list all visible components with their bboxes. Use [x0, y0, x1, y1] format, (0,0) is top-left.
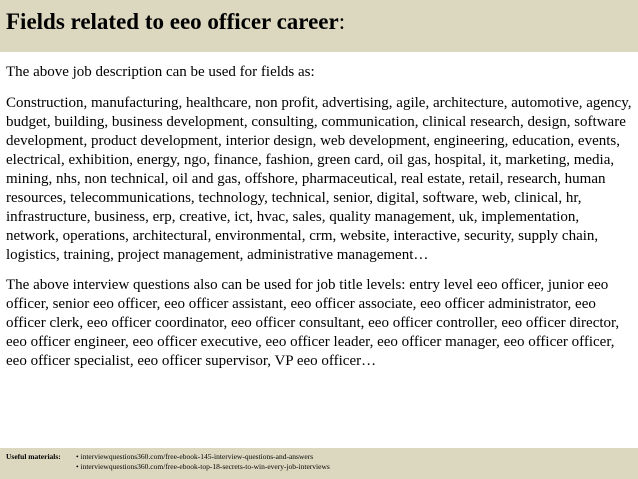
footer-link-top-18-secrets[interactable]: • interviewquestions360.com/free-ebook-top-18-secrets-to-win-every-job-interviews	[76, 462, 330, 471]
footer-link-ebook-145[interactable]: • interviewquestions360.com/free-ebook-145-interview-questions-and-answers	[76, 452, 314, 461]
title-bar	[0, 0, 638, 52]
page-title-colon: :	[338, 9, 346, 34]
main-content	[6, 63, 634, 371]
footer	[0, 448, 638, 479]
page-title	[6, 9, 638, 35]
levels-paragraph: The above interview questions also can be used for job title levels: entry level eeo officer, junior eeo officer, senior eeo officer, eeo officer assistant, eeo officer associate, eeo officer administrator, eeo officer clerk, eeo officer coordinator, eeo officer consultant, eeo officer controller, eeo officer director, eeo officer engineer, eeo officer executive, eeo officer leader, eeo officer manager, eeo officer officer, eeo officer specialist, eeo officer supervisor, VP eeo officer…	[6, 277, 620, 369]
fields-paragraph: Construction, manufacturing, healthcare, non profit, advertising, agile, architecture, automotive, agency, budget, building, business development, consulting, communication, clinical research, design, software development, product development, interior design, web development, engineering, education, events, electrical, exhibition, energy, ngo, finance, fashion, green card, oil gas, hospital, it, marketing, media, mining, nhs, non technical, oil and gas, offshore, pharmaceutical, real estate, retail, research, human resources, telecommunications, technology, technical, senior, digital, software, web, clinical, hr, infrastructure, business, erp, creative, ict, hvac, sales, quality management, uk, implementation, network, operations, architectural, environmental, crm, website, interactive, security, supply chain, logistics, training, project management, administrative management…	[6, 95, 632, 263]
footer-row-2	[6, 462, 638, 472]
page-title-text: Fields related to eeo officer career	[6, 9, 339, 34]
footer-label: Useful materials:	[6, 452, 61, 461]
intro-text: The above job description can be used for fields as:	[6, 64, 315, 80]
footer-row-1	[6, 452, 638, 462]
